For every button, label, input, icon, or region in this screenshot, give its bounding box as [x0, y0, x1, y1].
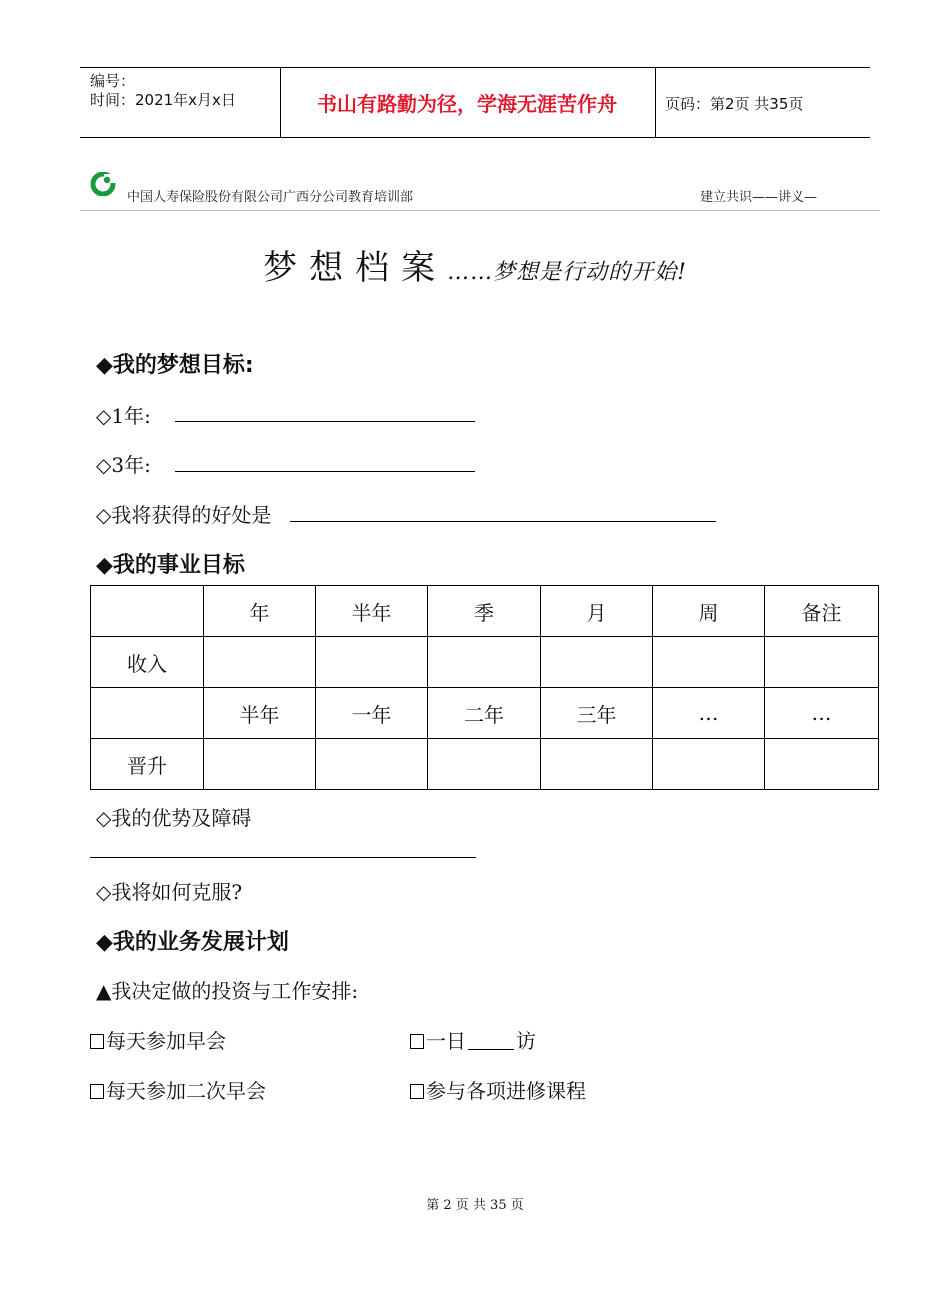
option-label: 参与各项进修课程 — [426, 1079, 586, 1103]
option-label: 每天参加二次早会 — [106, 1079, 266, 1103]
option-label: 访 — [516, 1029, 536, 1053]
date-label: 时间：2021年x月x日 — [90, 91, 236, 109]
motto: 书山有路勤为径，学海无涯苦作舟 — [317, 92, 617, 116]
table-input-cell[interactable] — [428, 739, 541, 790]
banner-rule — [80, 210, 880, 211]
advantages-label: ◇我的优势及障碍 — [96, 806, 252, 830]
course-label: 建立共识——讲义— — [700, 190, 818, 205]
table-header-cell: 一年 — [316, 688, 428, 739]
plan-heading: ◆我的业务发展计划 — [96, 930, 289, 955]
title-main: 梦想档案 — [263, 248, 448, 288]
one-year-label: ◇1年: — [96, 404, 151, 428]
checkbox[interactable] — [90, 1034, 104, 1049]
checkbox[interactable] — [90, 1084, 104, 1099]
overcome-label: ◇我将如何克服? — [96, 880, 243, 904]
option-daily-visits[interactable] — [410, 1025, 536, 1054]
table-header-cell: 季 — [428, 586, 541, 637]
table-input-cell[interactable] — [204, 637, 316, 688]
three-year-label: ◇3年: — [96, 453, 151, 477]
checkbox[interactable] — [410, 1084, 424, 1099]
dream-heading: ◆我的梦想目标: — [96, 353, 254, 378]
table-header-cell: 年 — [204, 586, 316, 637]
table-header-cell — [91, 586, 204, 637]
benefit-label: ◇我将获得的好处是 — [96, 503, 272, 527]
one-year-field[interactable] — [175, 421, 475, 422]
table-header-cell: … — [653, 688, 765, 739]
table-header-cell: 三年 — [541, 688, 653, 739]
advantages-field[interactable] — [90, 857, 476, 858]
table-header-cell: 二年 — [428, 688, 541, 739]
table-input-cell[interactable] — [653, 637, 765, 688]
page-footer: 第 2 页 共 35 页 — [426, 1198, 524, 1213]
table-input-cell[interactable] — [653, 739, 765, 790]
table-input-cell[interactable] — [765, 739, 879, 790]
table-header-cell: 周 — [653, 586, 765, 637]
checkbox[interactable] — [410, 1034, 424, 1049]
header-divider — [280, 68, 281, 137]
table-input-cell[interactable] — [316, 637, 428, 688]
option-label: 一日 — [426, 1029, 466, 1053]
table-header-cell: 月 — [541, 586, 653, 637]
visit-count-field[interactable] — [468, 1031, 514, 1050]
header-divider — [655, 68, 656, 137]
table-header-cell: … — [765, 688, 879, 739]
option-training-courses[interactable] — [410, 1075, 586, 1104]
option-label: 每天参加早会 — [106, 1029, 226, 1053]
table-row — [91, 586, 879, 637]
income-row-label: 收入 — [91, 637, 204, 688]
header-meta — [90, 72, 236, 110]
table-header-cell: 备注 — [765, 586, 879, 637]
table-input-cell[interactable] — [541, 739, 653, 790]
option-morning-meeting[interactable] — [90, 1025, 226, 1054]
three-year-field[interactable] — [175, 471, 475, 472]
table-header-cell: 半年 — [316, 586, 428, 637]
option-twice-morning-meeting[interactable] — [90, 1075, 266, 1104]
company-logo-icon — [90, 172, 118, 196]
page-label: 页码：第2页 共35页 — [665, 95, 804, 113]
table-input-cell[interactable] — [316, 739, 428, 790]
table-row — [91, 637, 879, 688]
career-goals-table — [90, 585, 879, 790]
header-table — [80, 67, 870, 138]
table-header-cell — [91, 688, 204, 739]
title-subtitle: ……梦想是行动的开始! — [447, 260, 687, 285]
table-input-cell[interactable] — [428, 637, 541, 688]
table-row — [91, 739, 879, 790]
table-input-cell[interactable] — [765, 637, 879, 688]
career-heading: ◆我的事业目标 — [96, 553, 245, 578]
table-input-cell[interactable] — [204, 739, 316, 790]
promotion-row-label: 晋升 — [91, 739, 204, 790]
plan-intro: ▲我决定做的投资与工作安排: — [96, 979, 359, 1003]
table-header-cell: 半年 — [204, 688, 316, 739]
benefit-field[interactable] — [290, 521, 716, 522]
page-title — [0, 240, 950, 289]
company-name: 中国人寿保险股份有限公司广西分公司教育培训部 — [127, 190, 414, 205]
number-label: 编号： — [90, 72, 136, 90]
table-row — [91, 688, 879, 739]
table-input-cell[interactable] — [541, 637, 653, 688]
